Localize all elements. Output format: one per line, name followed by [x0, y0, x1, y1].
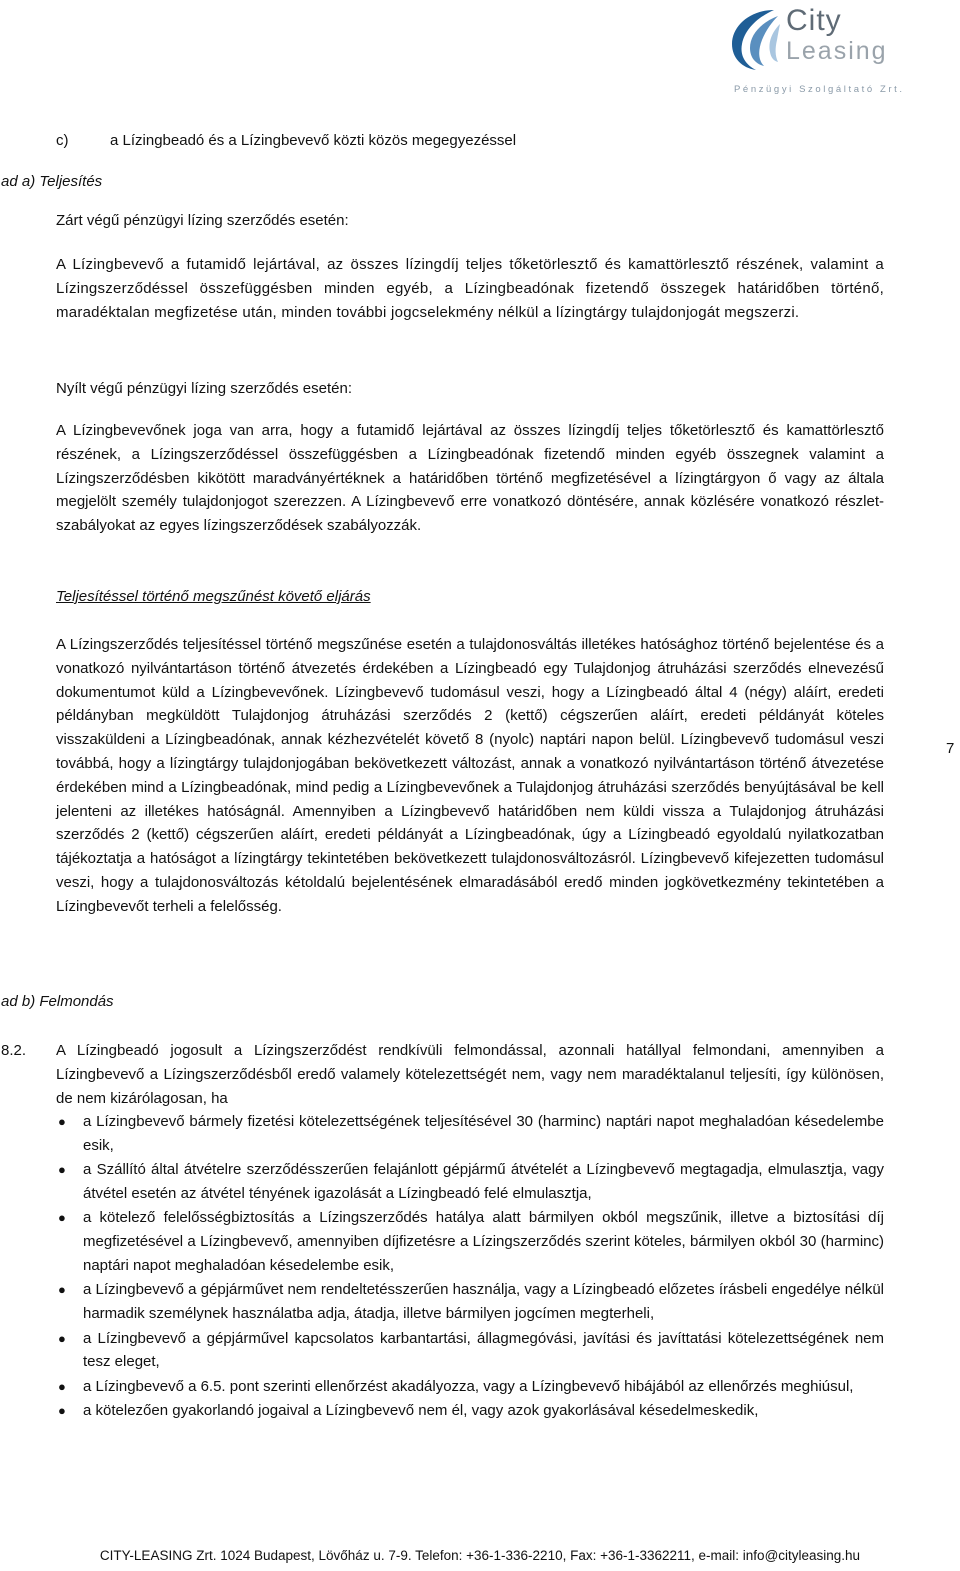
- termination-reasons-list: [56, 1110, 884, 1424]
- page-number: 7: [946, 740, 955, 757]
- open-lease-heading: Nyílt végű pénzügyi lízing szerződés esetén:: [56, 380, 352, 397]
- closed-lease-paragraph: A Lízingbevevő a futamidő lejártával, az összes lízingdíj teljes tőketörlesztő és kamattörlesztő részének, valamint a Lízingszerződéssel összefüggésben minden egyéb, a Lízingbeadónak fizetendő összegek határidőben történő, maradéktalan megfizetése után, minden további jogcselekmény nélkül a lízingtárgy tulajdonjogát megszerzi.: [56, 256, 884, 321]
- bullet-icon: ●: [58, 1162, 66, 1178]
- heading-ad-b: ad b) Felmondás: [1, 993, 114, 1010]
- item-c-text: a Lízingbeadó és a Lízingbevevő közti közös megegyezéssel: [110, 132, 517, 149]
- list-item-text: a kötelezően gyakorlandó jogaival a Lízingbevevő nem él, vagy azok gyakorlásával késedelmeskedik,: [83, 1402, 759, 1420]
- procedure-heading: Teljesítéssel történő megszűnést követő eljárás: [56, 588, 371, 605]
- list-item-text: a kötelező felelősségbiztosítás a Lízingszerződés hatálya alatt bármilyen okból megszűnik, illetve a biztosítási díj megfizetésével a Lízingbevevő, amennyiben díjfizetésre a Lízingszerződés szerint köteles, bármilyen okból 30 (harminc) naptári napot meghaladóan késedelembe esik,: [83, 1209, 884, 1274]
- bullet-icon: ●: [58, 1114, 66, 1129]
- list-item: [56, 1399, 884, 1423]
- item-c-marker: c): [56, 132, 69, 149]
- bullet-icon: ●: [58, 1378, 66, 1394]
- list-item-text: a Lízingbevevő a gépjárművet nem rendeltetésszerűen használja, vagy a Lízingbeadó előzetes írásbeli engedélye nélkül harmadik személynek használatba adja, átadja, illetve bármilyen jogcímen megterheli,: [83, 1281, 884, 1323]
- list-item: [56, 1375, 884, 1399]
- bullet-icon: ●: [58, 1403, 66, 1419]
- bullet-icon: ●: [58, 1282, 66, 1298]
- list-item-text: a Lízingbevevő a 6.5. pont szerinti ellenőrzést akadályozza, vagy a Lízingbevevő hibájából az ellenőrzés meghiúsul,: [83, 1377, 854, 1395]
- section-number: 8.2.: [1, 1042, 27, 1059]
- logo-city-text: City: [786, 4, 842, 37]
- open-lease-paragraph: A Lízingbevevőnek joga van arra, hogy a futamidő lejártával az összes lízingdíj teljes tőketörlesztő és kamattörlesztő részének, a Lízingszerződéssel összefüggésben a Lízingbeadónak fizetendő minden egyéb összegnek valamint a Lízingszerződésben kikötött maradványértéknek a határidőben történő megfizetésével a lízingtárgyon ő vagy az általa megjelölt személy tulajdonjogot szerezzen. A Lízingbevevő erre vonatkozó döntésére, annak közlésére vonatkozó részlet-szabályokat az egyes lízingszerződések szabályozzák.: [56, 422, 884, 535]
- company-logo: [728, 4, 905, 98]
- closed-lease-heading: Zárt végű pénzügyi lízing szerződés esetén:: [56, 212, 349, 229]
- list-item-text: a Szállító által átvételre szerződésszerűen felajánlott gépjármű átvételét a Lízingbevevő megtagadja, elmulasztja, vagy átvétel esetén az átvétel tényének igazolását a Lízingbeadó felé elmulasztja,: [83, 1161, 884, 1202]
- list-item-text: a Lízingbevevő bármely fizetési kötelezettségének teljesítésével 30 (harminc) naptári napot meghaladóan késedelembe esik,: [83, 1113, 884, 1154]
- list-item: [56, 1278, 884, 1326]
- procedure-paragraph: A Lízingszerződés teljesítéssel történő megszűnése esetén a tulajdonosváltás illetékes hatósághoz történő bejelentése és a vonatkozó nyilvántartáson történő átvezetés érdekében a Lízingbeadó egy Tulajdonjog átruházási szerződés elnevezésű dokumentumot küld a Lízingbevevőnek. Lízingbevevő tudomásul veszi, hogy a Lízingbeadó által 4 (négy) aláírt, eredeti példányban megküldött Tulajdonjog átruházási szerződés 2 (kettő) cégszerűen aláírt, eredeti példányát köteles visszaküldeni a Lízingbeadónak, annak kézhezvételét követő 8 (nyolc) naptári napon belül. Lízingbevevő tudomásul veszi továbbá, hogy a lízingtárgy tulajdonjogában bekövetkezett változást, annak a vonatkozó nyilvántartáson történő átvezetése érdekében mind a Lízingbeadónak, mind pedig a Lízingbevevőnek a Tulajdonjog átruházási szerződés benyújtásával be kell jelenteni az illetékes hatóságnál. Amennyiben a Lízingbevevő határidőben nem küldi vissza a Tulajdonjog átruházási szerződés 2 (kettő) cégszerűen aláírt, eredeti példányát a Lízingbeadónak, úgy a Lízingbeadó egyoldalú nyilatkozatban tájékoztatja a hatóságot a lízingtárgy tekintetében bekövetkezett tulajdonosváltozásról. Lízingbevevő kifejezetten tudomásul veszi, hogy a tulajdonosváltozás kétoldalú bejelentésének elmaradásából eredő minden jogkövetkezmény tekintetében a Lízingbevevőt terheli a felelősség.: [56, 636, 884, 915]
- logo-mark-icon: [728, 6, 788, 76]
- logo-subtitle: Pénzügyi Szolgáltató Zrt.: [734, 84, 905, 95]
- list-item: [56, 1158, 884, 1206]
- section-paragraph: A Lízingbeadó jogosult a Lízingszerződést rendkívüli felmondással, azonnali hatállyal felmondani, amennyiben a Lízingbevevő a Lízingszerződésből eredő valamely kötelezettségét nem, vagy nem maradéktalanul teljesíti, így különösen, de nem kizárólagosan, ha: [56, 1042, 884, 1107]
- bullet-icon: ●: [58, 1330, 66, 1346]
- list-item: [56, 1110, 884, 1158]
- heading-ad-a: ad a) Teljesítés: [1, 173, 103, 190]
- bullet-icon: ●: [58, 1210, 66, 1226]
- list-item: [56, 1327, 884, 1375]
- list-item-text: a Lízingbevevő a gépjárművel kapcsolatos karbantartási, állagmegóvási, javítási és javíttatási kötelezettségének nem tesz eleget,: [83, 1329, 884, 1371]
- logo-leasing-text: Leasing: [786, 37, 888, 65]
- list-item: [56, 1206, 884, 1277]
- page-footer: CITY-LEASING Zrt. 1024 Budapest, Lövőház u. 7-9. Telefon: +36-1-336-2210, Fax: +36-1-3362211, e-mail: info@cityleasing.hu: [99, 1548, 861, 1563]
